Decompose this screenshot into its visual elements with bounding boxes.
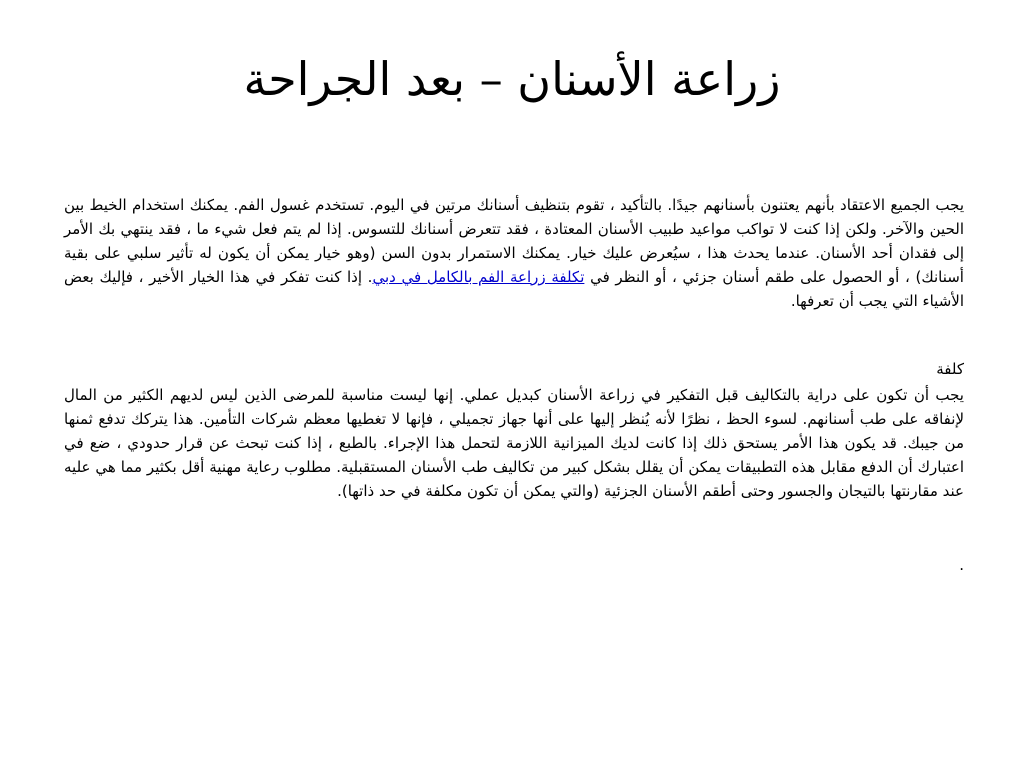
slide-body xyxy=(64,193,964,577)
full-mouth-implant-cost-link[interactable]: تكلفة زراعة الفم بالكامل في دبي xyxy=(372,268,585,286)
intro-text-after-link: . إذا كنت تفكر في هذا الخيار الأخير ، فإليك بعض الأشياء التي يجب أن تعرفها. xyxy=(64,268,964,310)
cost-section-heading: كلفة xyxy=(936,360,964,378)
intro-text-before-link: يجب الجميع الاعتقاد بأنهم يعتنون بأسنانهم جيدًا. بالتأكيد ، تقوم بتنظيف أسنانك مرتين في اليوم. تستخدم غسول الفم. يمكنك استخدام الخيط بين الحين والآخر. ولكن إذا كنت لا تواكب مواعيد طبيب الأسنان المعتادة ، فقد تتعرض أسنانك للتسوس. إذا لم يتم فعل شيء ما ، فقد ينتهي بك الأمر إلى فقدان أحد الأسنان. عندما يحدث هذا ، سيُعرض عليك خيار. يمكنك الاستمرار بدون السن (وهو خيار يمكن أن يكون له تأثير سلبي على بقية أسنانك) ، أو الحصول على طقم أسنان جزئي ، أو النظر في xyxy=(64,196,964,286)
cost-section-paragraph: يجب أن تكون على دراية بالتكاليف قبل التفكير في زراعة الأسنان كبديل عملي. إنها ليست مناسبة للمرضى الذين ليس لديهم الكثير من المال لإنفاقه على طب أسنانهم. لسوء الحظ ، نظرًا لأنه يُنظر إليها على أنها جهاز تجميلي ، فإنها لا تغطيها معظم شركات التأمين. هذا يتركك تدفع ثمنها من جيبك. قد يكون هذا الأمر يستحق ذلك إذا كانت لديك الميزانية اللازمة لتحمل هذا الإجراء. بالطبع ، إذا كنت تبحث عن قرار حدودي ، ضع في اعتبارك أن الدفع مقابل هذه التطبيقات يمكن أن يقلل بشكل كبير من تكاليف طب الأسنان المستقبلية. مطلوب رعاية مهنية أقل بكثير مما هي عليه عند مقارنتها بالتيجان والجسور وحتى أطقم الأسنان الجزئية (والتي يمكن أن تكون مكلفة في حد ذاتها). xyxy=(64,386,964,500)
trailing-period: . xyxy=(959,556,964,574)
intro-paragraph xyxy=(64,193,964,313)
slide-title: زراعة الأسنان – بعد الجراحة xyxy=(243,52,781,106)
